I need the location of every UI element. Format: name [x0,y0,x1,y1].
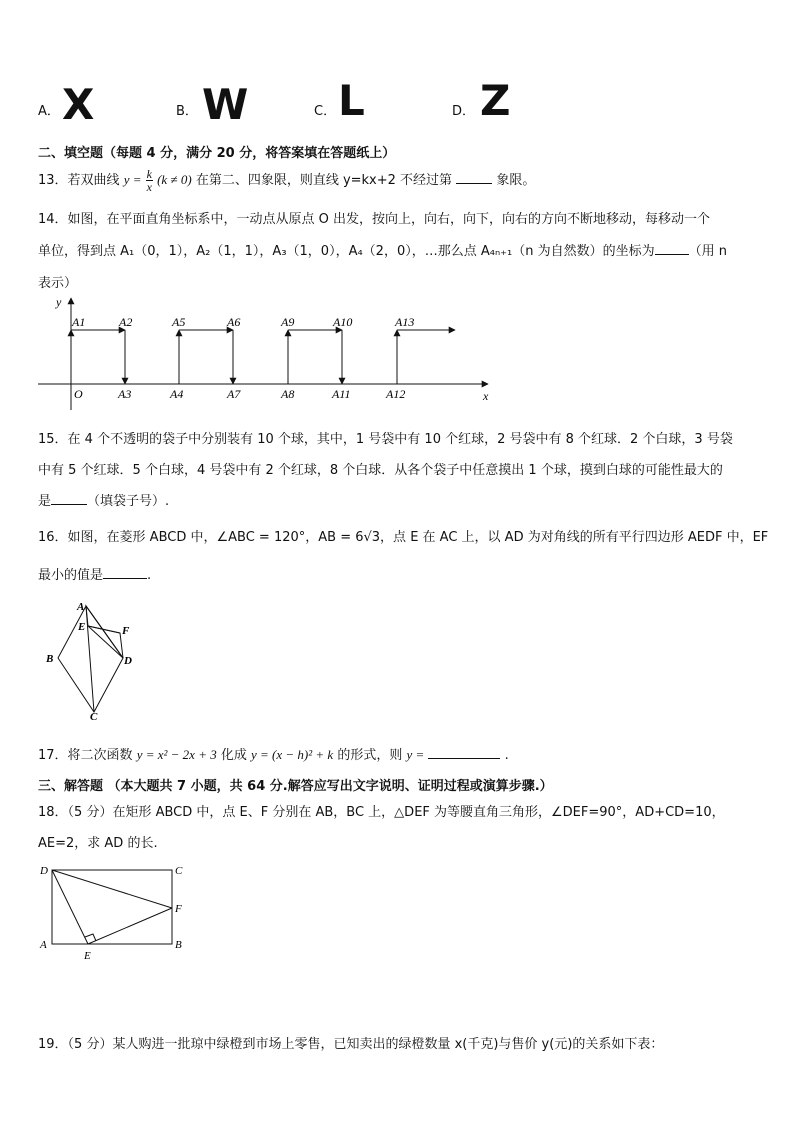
vertex-label-a: A [77,601,85,613]
q16-answer-blank [103,566,147,579]
right-angle-mark [85,934,96,941]
segment-de [52,870,88,944]
figure-14-path [30,292,500,412]
vertex-label-d: D [40,865,48,877]
q14-line-3: 表示） [38,276,78,291]
q17-equation-2: y = (x − h)² + k [251,747,334,762]
origin-label: O [74,387,83,401]
question-13 [38,163,535,198]
figure-16-rhombus [38,598,148,723]
x-axis-label: x [483,389,489,403]
q17-answer-blank [428,746,500,759]
point-label-a9: A9 [281,315,295,329]
point-label-a5: A5 [172,315,186,329]
q16-line-2-end: . [147,568,152,583]
q15-line-1: 15．在 4 个不透明的袋子中分别装有 10 个球，其中，1 号袋中有 10 个红球，2 号袋中有 8 个红球．2 个白球，3 号袋 [38,432,733,447]
vertex-label-d: D [124,655,132,667]
option-a-glyph: X [62,80,95,129]
point-label-a4: A4 [170,387,184,401]
point-label-a7: A7 [227,387,241,401]
q13-suffix: 象限。 [496,173,536,188]
vertex-label-f: F [122,625,130,637]
q18-line-1: 18．（5 分）在矩形 ABCD 中，点 E、F 分别在 AB，BC 上，△DEF 为等腰直角三角形，∠DEF=90°，AD+CD=10， [38,805,725,820]
point-label-a1: A1 [72,315,86,329]
segment-ed [88,626,123,658]
q15-line-3 [38,490,169,509]
vertex-label-e: E [78,621,86,633]
q17-prefix: 17．将二次函数 [38,748,133,763]
option-d-label: D． [452,104,476,119]
point-label-a2: A2 [119,315,133,329]
vertex-label-b: B [175,939,182,951]
q17-end: . [504,748,509,763]
q15-answer-blank [51,492,87,505]
q14-line-2 [38,240,727,259]
point-label-a12: A12 [386,387,406,401]
vertex-label-a: A [40,939,47,951]
q16-line-1: 16．如图，在菱形 ABCD 中，∠ABC = 120°，AB = 6√3，点 E 在 AC 上，以 AD 为对角线的所有平行四边形 AEDF 中，EF [38,530,769,545]
option-d-glyph: Z [480,76,511,125]
q13-fraction-denominator: x [146,180,152,194]
q17-equation-1: y = x² − 2x + 3 [136,747,217,762]
q13-middle: 在第二、四象限，则直线 y=kx+2 不经过第 [195,173,453,188]
q17-post: 的形式，则 [337,748,403,763]
q15-line-3-text: 是 [38,494,52,509]
point-label-a6: A6 [227,315,241,329]
q13-condition: (k ≠ 0) [157,172,192,187]
segment-ef [88,908,172,944]
vertex-label-f: F [175,903,182,915]
vertex-label-c: C [175,865,183,877]
q13-fraction [146,168,153,193]
option-c-glyph: L [338,76,365,125]
q14-answer-blank [655,242,689,255]
vertex-label-b: B [46,653,54,665]
point-label-a13: A13 [395,315,415,329]
q15-line-2: 中有 5 个红球．5 个白球，4 号袋中有 2 个红球，8 个白球．从各个袋子中任意摸出 1 个球，摸到白球的可能性最大的 [38,463,723,478]
q13-answer-blank [456,171,492,184]
y-axis-label: y [56,295,62,309]
q17-middle: 化成 [220,748,247,763]
q16-line-2-text: 最小的值是 [38,568,104,583]
point-label-a10: A10 [333,315,353,329]
option-b-label: B． [176,104,198,119]
segment-df [52,870,172,908]
q13-prefix: 13．若双曲线 [38,173,120,188]
section-3-title: 三、解答题 （本大题共 7 小题，共 64 分.解答应写出文字说明、证明过程或演算步骤.） [38,779,553,794]
vertex-label-c: C [90,711,98,723]
q13-fraction-numerator: k [146,167,152,181]
option-b-glyph: W [202,80,249,129]
q18-line-2: AE=2，求 AD 的长. [38,836,158,851]
q17-equation-3: y = [406,747,425,762]
q13-equation: y = [123,172,142,187]
q14-line-1: 14．如图，在平面直角坐标系中，一动点从原点 O 出发，按向上，向右，向下，向右的方向不断地移动，每移动一个 [38,212,711,227]
q15-line-3-end: （填袋子号）. [87,494,170,509]
point-label-a8: A8 [281,387,295,401]
q19-line-1: 19．（5 分）某人购进一批琼中绿橙到市场上零售，已知卖出的绿橙数量 x(千克)与售价 y(元)的关系如下表： [38,1037,664,1052]
point-label-a11: A11 [332,387,351,401]
option-a-label: A． [38,104,60,119]
section-2-title: 二、填空题（每题 4 分，满分 20 分，将答案填在答题纸上） [38,146,396,161]
q14-line-2-end: （用 n [688,244,727,259]
q16-line-2 [38,564,151,583]
q14-line-2-text: 单位，得到点 A₁（0，1），A₂（1，1），A₃（1，0），A₄（2，0），…那么点 A₄ₙ₊₁（n 为自然数）的坐标为 [38,244,655,259]
point-label-a3: A3 [118,387,132,401]
option-c-label: C． [314,104,337,119]
vertex-label-e: E [84,950,91,962]
question-17 [38,744,509,763]
figure-18-rectangle [36,858,192,964]
